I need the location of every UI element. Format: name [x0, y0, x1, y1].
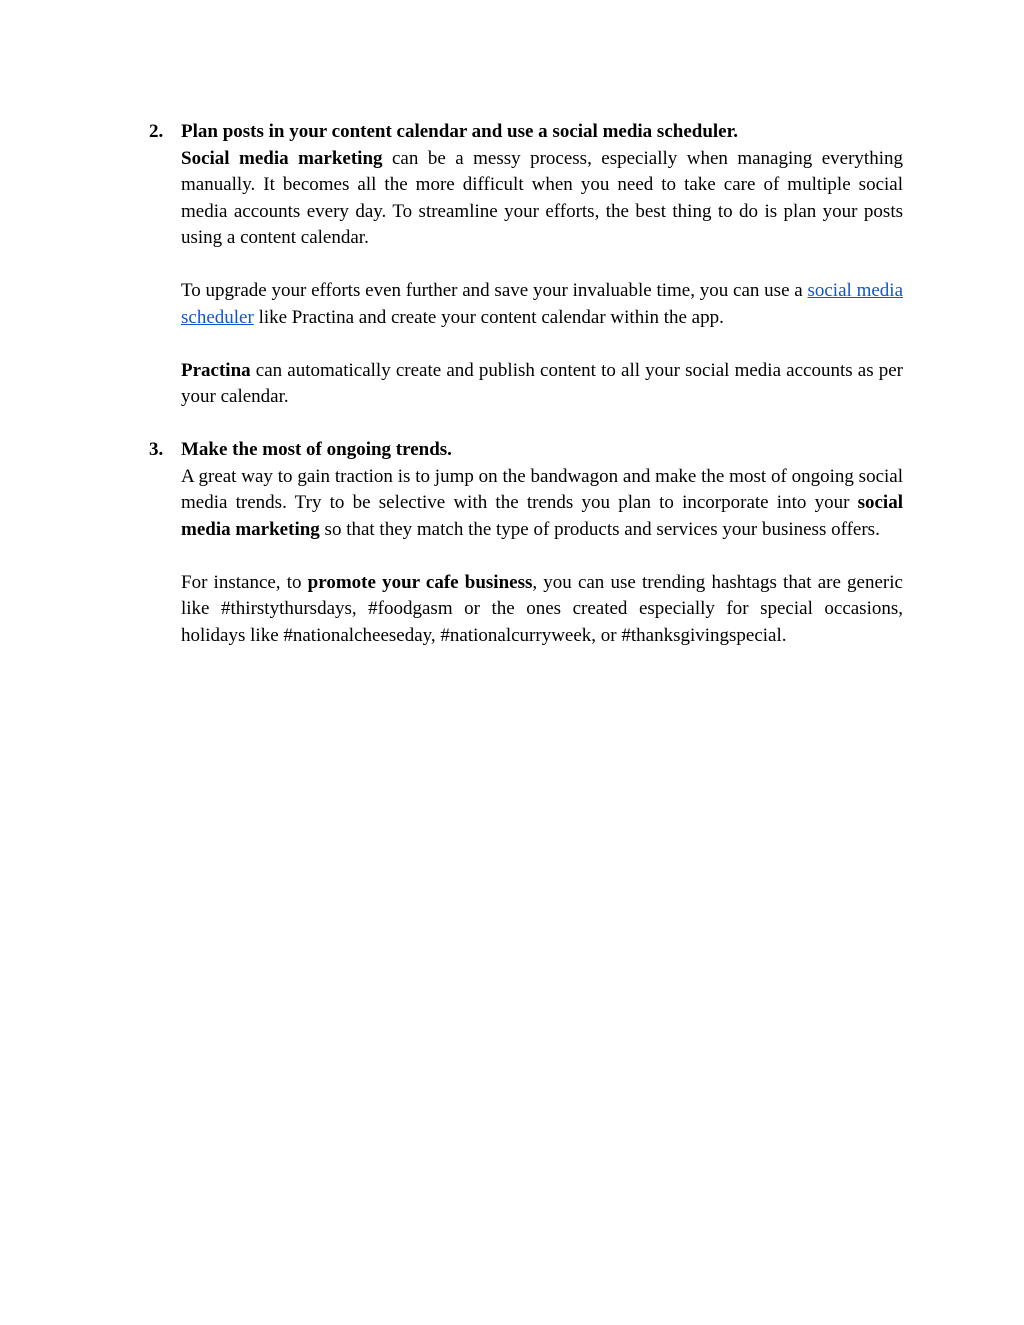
list-number: 3. [149, 439, 164, 460]
paragraph [181, 570, 903, 650]
paragraph [181, 464, 903, 544]
bold-phrase: Social media marketing [181, 147, 383, 169]
bold-phrase: social media marketing [181, 492, 903, 540]
paragraph-text: like Practina and create your content calendar within the app. [253, 306, 724, 328]
bold-phrase: Practina [181, 359, 251, 381]
list-item-ongoing-trends [149, 437, 903, 649]
list-item-content [181, 437, 903, 649]
paragraph [181, 358, 903, 411]
list-item-plan-posts [149, 119, 903, 411]
paragraph-text: To upgrade your efforts even further and save your invaluable time, you can use a [181, 280, 808, 301]
paragraph [181, 278, 903, 331]
bold-phrase: promote your cafe business [307, 571, 533, 593]
paragraph-text: so that they match the type of products and services your business offers. [319, 518, 880, 540]
list-number: 2. [149, 121, 164, 142]
section-heading: Plan posts in your content calendar and use a social media scheduler. [181, 121, 739, 142]
paragraph-text: A great way to gain traction is to jump on the bandwagon and make the most of ongoing social media trends. Try to be selective with the trends you plan to incorporate into your [181, 465, 903, 513]
paragraph [181, 146, 903, 252]
list-item-content [181, 119, 903, 411]
paragraph-text: can automatically create and publish content to all your social media accounts as per your calendar. [181, 359, 903, 407]
paragraph-text: For instance, to [181, 571, 308, 593]
paragraph-text: can be a messy process, especially when managing everything manually. It becomes all the more difficult when you need to take care of multiple social media accounts every day. To streamline your efforts, the best thing to do is plan your posts using a content calendar. [181, 147, 903, 248]
social-media-scheduler-link[interactable]: social media scheduler [181, 280, 903, 328]
section-heading: Make the most of ongoing trends. [181, 439, 452, 460]
paragraph-text: , you can use trending hashtags that are generic like #thirstythursdays, #foodgasm or the ones created especially for special occasions, holidays like #nationalcheeseday, #nationalcurryweek, or #thanksgivingspecial. [181, 571, 903, 646]
